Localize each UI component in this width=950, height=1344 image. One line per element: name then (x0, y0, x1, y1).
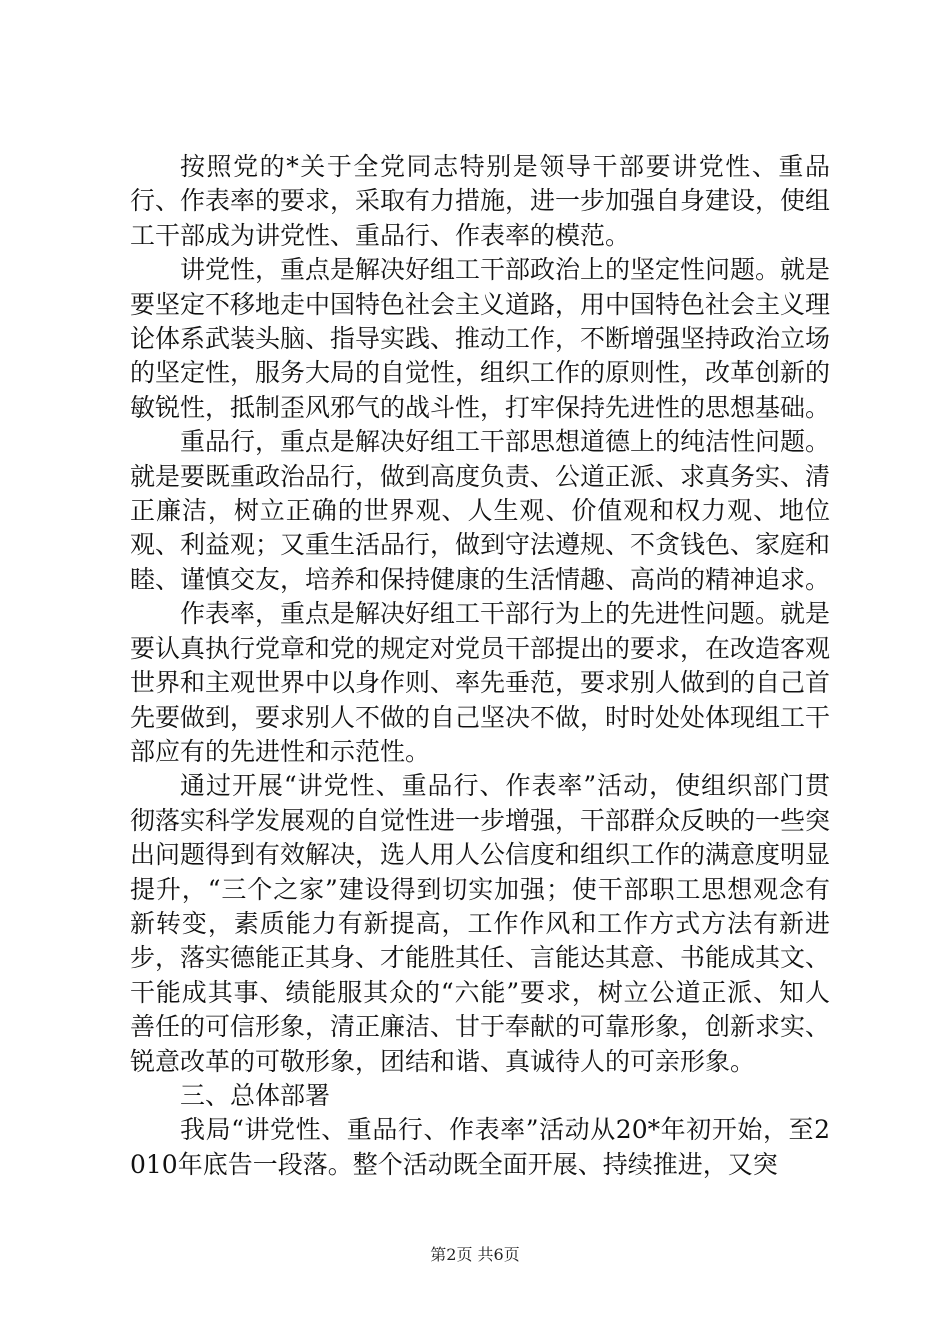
paragraph: 我局“讲党性、重品行、作表率”活动从20*年初开始，至2010年底告一段落。整个活动既全面开展、持续推进，又突 (130, 1115, 830, 1179)
document-body (130, 150, 830, 1182)
paragraph: 通过开展“讲党性、重品行、作表率”活动，使组织部门贯彻落实科学发展观的自觉性进一步增强，干部群众反映的一些突出问题得到有效解决，选人用人公信度和组织工作的满意度明显提升，“三个之家”建设得到切实加强；使干部职工思想观念有新转变，素质能力有新提高，工作作风和工作方式方法有新进步，落实德能正其身、才能胜其任、言能达其意、书能成其文、干能成其事、绩能服其众的“六能”要求，树立公道正派、知人善任的可信形象，清正廉洁、甘于奉献的可靠形象，创新求实、锐意改革的可敬形象，团结和谐、真诚待人的可亲形象。 (130, 771, 831, 1076)
paragraph: 按照党的*关于全党同志特别是领导干部要讲党性、重品行、作表率的要求，采取有力措施，进一步加强自身建设，使组工干部成为讲党性、重品行、作表率的模范。 (130, 152, 831, 250)
paragraph: 重品行，重点是解决好组工干部思想道德上的纯洁性问题。就是要既重政治品行，做到高度负责、公道正派、求真务实、清正廉洁，树立正确的世界观、人生观、价值观和权力观、地位观、利益观；又重生活品行，做到守法遵规、不贪钱色、家庭和睦、谨慎交友，培养和保持健康的生活情趣、高尚的精神追求。 (130, 427, 831, 594)
page-number-footer: 第2页 共6页 (430, 1245, 520, 1264)
paragraph: 讲党性，重点是解决好组工干部政治上的坚定性问题。就是要坚定不移地走中国特色社会主义道路，用中国特色社会主义理论体系武装头脑、指导实践、推动工作，不断增强坚持政治立场的坚定性，服务大局的自觉性，组织工作的原则性，改革创新的敏锐性，抵制歪风邪气的战斗性，打牢保持先进性的思想基础。 (130, 255, 831, 422)
paragraph: 作表率，重点是解决好组工干部行为上的先进性问题。就是要认真执行党章和党的规定对党员干部提出的要求，在改造客观世界和主观世界中以身作则、率先垂范，要求别人做到的自己首先要做到，要求别人不做的自己坚决不做，时时处处体现组工干部应有的先进性和示范性。 (130, 599, 831, 766)
section-heading: 三、总体部署 (180, 1080, 331, 1110)
